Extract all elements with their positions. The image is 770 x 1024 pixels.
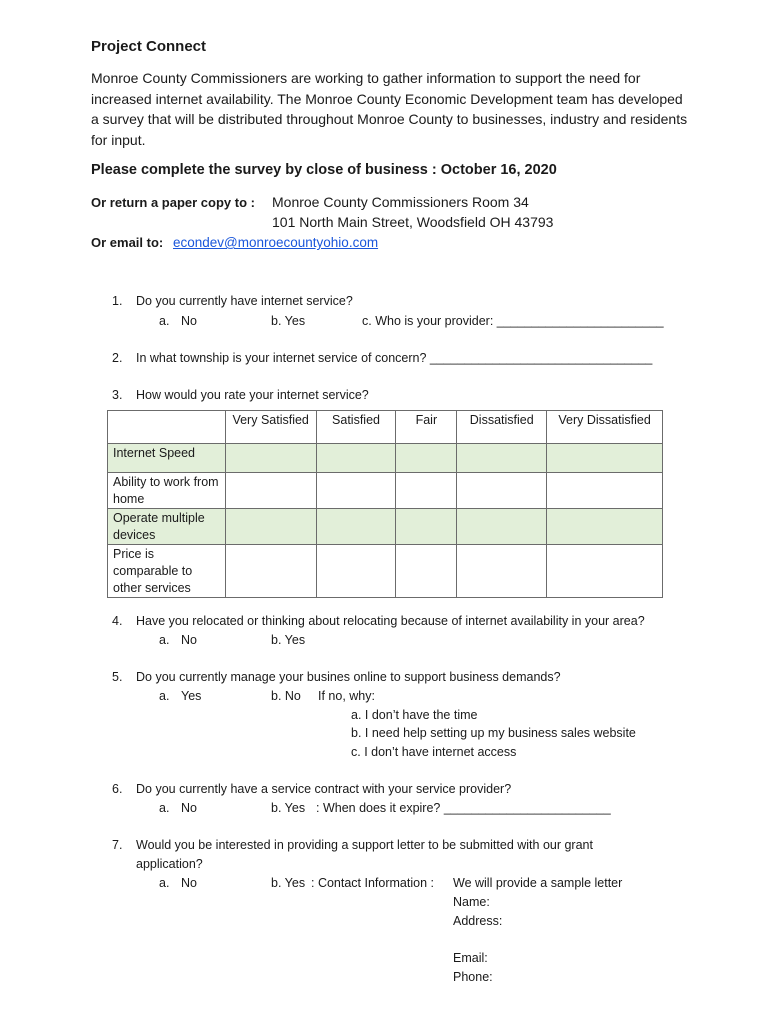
q3-number: 3. xyxy=(112,388,123,402)
q1-option-a[interactable]: No xyxy=(181,314,197,328)
q7-contact-label: : Contact Information : xyxy=(311,876,434,890)
rating-header-fair: Fair xyxy=(396,411,457,444)
q2-number: 2. xyxy=(112,351,123,365)
q4-number: 4. xyxy=(112,614,123,628)
rating-header-blank xyxy=(108,411,226,444)
q6-option-b[interactable]: b. Yes xyxy=(271,801,306,815)
rating-cell[interactable] xyxy=(547,545,663,598)
rating-row-label: Internet Speed xyxy=(108,444,226,473)
rating-cell[interactable] xyxy=(225,473,316,509)
q6-text: Do you currently have a service contract with your service provider? xyxy=(136,782,512,796)
q7-option-a[interactable]: No xyxy=(181,876,197,890)
q6-option-a[interactable]: No xyxy=(181,801,197,815)
email-link[interactable]: econdev@monroecountyohio.com xyxy=(173,235,379,250)
rating-cell[interactable] xyxy=(225,444,316,473)
q5-option-a-letter: a. xyxy=(159,689,170,703)
return-label: Or return a paper copy to : xyxy=(91,195,255,210)
q7-sample-letter-note: We will provide a sample letter xyxy=(453,876,623,890)
page-title: Project Connect xyxy=(91,38,207,55)
rating-header-very-dissatisfied: Very Dissatisfied xyxy=(547,411,663,444)
q1-option-b[interactable]: b. Yes xyxy=(271,314,306,328)
q6-expiry-field[interactable]: : When does it expire? ________________________ xyxy=(316,801,611,815)
rating-header-very-satisfied: Very Satisfied xyxy=(225,411,316,444)
q5-text: Do you currently manage your busines online to support business demands? xyxy=(136,670,561,684)
q5-number: 5. xyxy=(112,670,123,684)
return-address-line-2: 101 North Main Street, Woodsfield OH 43793 xyxy=(272,214,554,230)
rating-cell[interactable] xyxy=(547,444,663,473)
q1-number: 1. xyxy=(112,294,123,308)
q4-text: Have you relocated or thinking about relocating because of internet availability in your area? xyxy=(136,614,645,628)
q5-option-a[interactable]: Yes xyxy=(181,689,202,703)
q6-option-a-letter: a. xyxy=(159,801,170,815)
rating-cell[interactable] xyxy=(457,444,547,473)
q5-why-label: If no, why: xyxy=(318,689,375,703)
q5-reason-b[interactable]: b. I need help setting up my business sales website xyxy=(351,726,636,740)
deadline-notice: Please complete the survey by close of business : October 16, 2020 xyxy=(91,162,557,178)
rating-row-label: Operate multiple devices xyxy=(108,509,226,545)
q1-option-c[interactable]: c. Who is your provider: ________________________ xyxy=(362,314,664,328)
rating-cell[interactable] xyxy=(225,545,316,598)
q7-address-field[interactable]: Address: xyxy=(453,914,503,928)
rating-header-dissatisfied: Dissatisfied xyxy=(457,411,547,444)
q5-option-b[interactable]: b. No xyxy=(271,689,301,703)
rating-cell[interactable] xyxy=(457,545,547,598)
q7-text-line-1: Would you be interested in providing a support letter to be submitted with our grant xyxy=(136,838,593,852)
rating-cell[interactable] xyxy=(396,509,457,545)
rating-cell[interactable] xyxy=(225,509,316,545)
rating-row-label: Ability to work from home xyxy=(108,473,226,509)
return-address-line-1: Monroe County Commissioners Room 34 xyxy=(272,194,529,210)
q4-option-a[interactable]: No xyxy=(181,633,197,647)
q7-email-field[interactable]: Email: xyxy=(453,951,488,965)
q6-number: 6. xyxy=(112,782,123,796)
q7-option-b[interactable]: b. Yes xyxy=(271,876,306,890)
rating-cell[interactable] xyxy=(316,509,396,545)
q5-reason-c[interactable]: c. I don’t have internet access xyxy=(351,745,517,759)
q5-reason-a[interactable]: a. I don’t have the time xyxy=(351,708,478,722)
q7-option-a-letter: a. xyxy=(159,876,170,890)
rating-cell[interactable] xyxy=(396,473,457,509)
rating-cell[interactable] xyxy=(396,444,457,473)
rating-cell[interactable] xyxy=(457,473,547,509)
q2-text[interactable]: In what township is your internet service of concern? ________________________________ xyxy=(136,351,653,365)
q3-text: How would you rate your internet service? xyxy=(136,388,369,402)
rating-cell[interactable] xyxy=(457,509,547,545)
q7-name-field[interactable]: Name: xyxy=(453,895,490,909)
q1-option-a-letter: a. xyxy=(159,314,170,328)
rating-cell[interactable] xyxy=(316,545,396,598)
intro-paragraph: Monroe County Commissioners are working to gather information to support the need for increased internet availability. The Monroe County Economic Development team has developed a survey that will be distributed throughout Monroe County to businesses, industry and residents for input. xyxy=(91,70,688,148)
rating-cell[interactable] xyxy=(316,444,396,473)
rating-cell[interactable] xyxy=(547,509,663,545)
q1-text: Do you currently have internet service? xyxy=(136,294,353,308)
rating-cell[interactable] xyxy=(316,473,396,509)
rating-cell[interactable] xyxy=(396,545,457,598)
rating-table xyxy=(107,410,663,598)
rating-row-label: Price is comparable to other services xyxy=(108,545,226,598)
email-label: Or email to: xyxy=(91,235,164,250)
rating-header-satisfied: Satisfied xyxy=(316,411,396,444)
q7-text-line-2: application? xyxy=(136,857,203,871)
q7-number: 7. xyxy=(112,838,123,852)
rating-cell[interactable] xyxy=(547,473,663,509)
q7-phone-field[interactable]: Phone: xyxy=(453,970,493,984)
q4-option-a-letter: a. xyxy=(159,633,170,647)
q4-option-b[interactable]: b. Yes xyxy=(271,633,306,647)
